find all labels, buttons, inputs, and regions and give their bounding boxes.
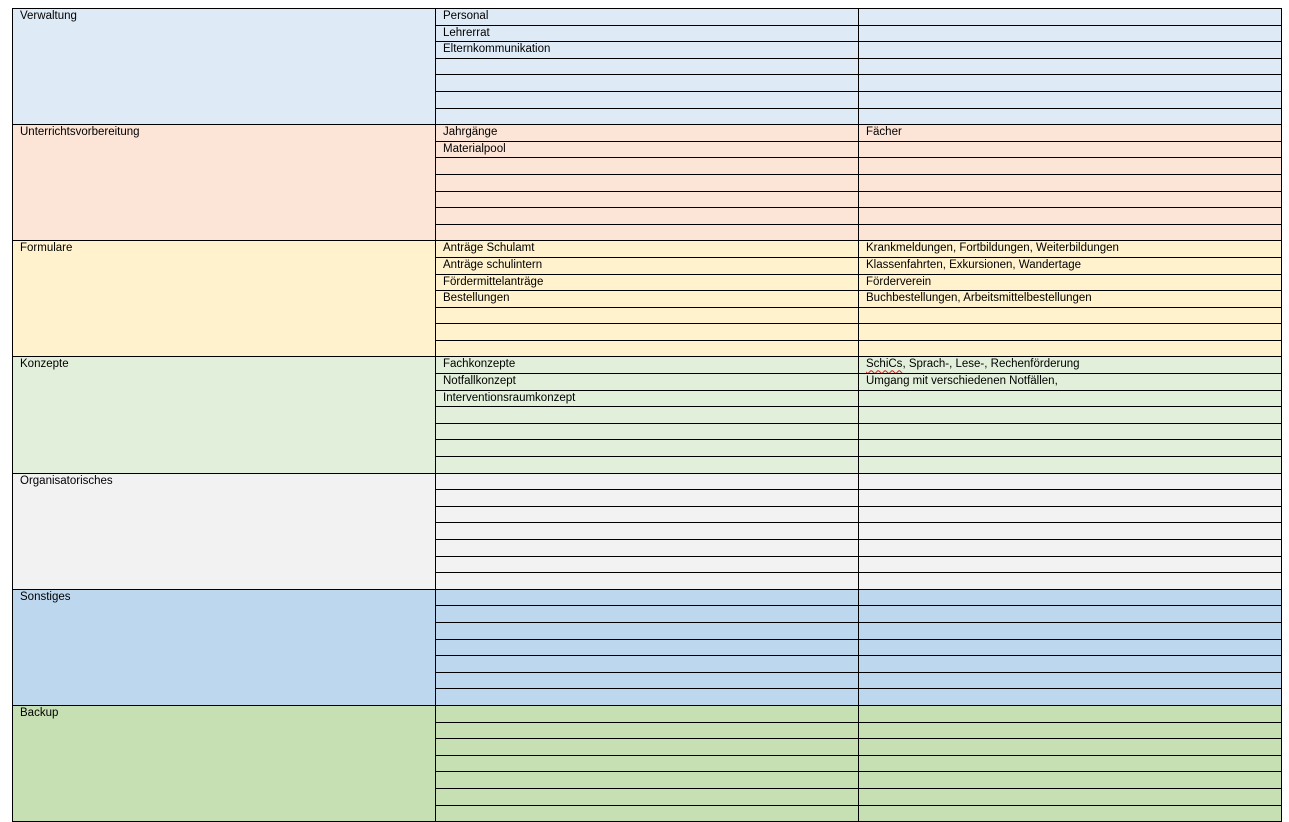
- description-cell[interactable]: [859, 473, 1282, 490]
- description-cell[interactable]: [859, 755, 1282, 772]
- subfolder-cell[interactable]: Notfallkonzept: [436, 374, 859, 391]
- description-cell[interactable]: [859, 589, 1282, 606]
- section-title-backup[interactable]: Backup: [13, 705, 436, 821]
- description-cell[interactable]: [859, 573, 1282, 590]
- description-cell[interactable]: [859, 540, 1282, 557]
- description-cell[interactable]: [859, 158, 1282, 175]
- description-cell[interactable]: Fächer: [859, 125, 1282, 142]
- subfolder-cell[interactable]: [436, 208, 859, 225]
- subfolder-cell[interactable]: [436, 639, 859, 656]
- subfolder-cell[interactable]: Fachkonzepte: [436, 357, 859, 374]
- description-cell[interactable]: [859, 9, 1282, 26]
- description-cell[interactable]: Förderverein: [859, 274, 1282, 291]
- description-cell[interactable]: [859, 606, 1282, 623]
- subfolder-cell[interactable]: Materialpool: [436, 141, 859, 158]
- subfolder-cell[interactable]: Interventionsraumkonzept: [436, 390, 859, 407]
- subfolder-cell[interactable]: [436, 606, 859, 623]
- subfolder-cell[interactable]: [436, 523, 859, 540]
- description-cell[interactable]: [859, 75, 1282, 92]
- description-cell[interactable]: [859, 58, 1282, 75]
- description-cell[interactable]: [859, 689, 1282, 706]
- subfolder-cell[interactable]: [436, 755, 859, 772]
- subfolder-cell[interactable]: [436, 622, 859, 639]
- description-cell[interactable]: [859, 224, 1282, 241]
- subfolder-cell[interactable]: [436, 224, 859, 241]
- description-cell[interactable]: [859, 556, 1282, 573]
- description-cell[interactable]: Umgang mit verschiedenen Notfällen,: [859, 374, 1282, 391]
- subfolder-cell[interactable]: [436, 573, 859, 590]
- subfolder-cell[interactable]: [436, 91, 859, 108]
- subfolder-cell[interactable]: [436, 656, 859, 673]
- subfolder-cell[interactable]: Anträge schulintern: [436, 257, 859, 274]
- subfolder-cell[interactable]: [436, 506, 859, 523]
- subfolder-cell[interactable]: [436, 307, 859, 324]
- subfolder-cell[interactable]: [436, 540, 859, 557]
- subfolder-cell[interactable]: [436, 490, 859, 507]
- description-cell[interactable]: [859, 141, 1282, 158]
- subfolder-cell[interactable]: [436, 589, 859, 606]
- section-title-verwaltung[interactable]: Verwaltung: [13, 9, 436, 125]
- description-cell[interactable]: [859, 208, 1282, 225]
- subfolder-cell[interactable]: [436, 739, 859, 756]
- description-cell[interactable]: [859, 390, 1282, 407]
- section-title-konzepte[interactable]: Konzepte: [13, 357, 436, 473]
- subfolder-cell[interactable]: [436, 191, 859, 208]
- description-cell[interactable]: [859, 622, 1282, 639]
- description-cell[interactable]: [859, 423, 1282, 440]
- section-title-unterrichtsvorbereitung[interactable]: Unterrichtsvorbereitung: [13, 125, 436, 241]
- subfolder-cell[interactable]: [436, 340, 859, 357]
- subfolder-cell[interactable]: [436, 58, 859, 75]
- section-title-organisatorisches[interactable]: Organisatorisches: [13, 473, 436, 589]
- table-row: [13, 705, 1282, 722]
- description-cell[interactable]: [859, 656, 1282, 673]
- subfolder-cell[interactable]: [436, 423, 859, 440]
- description-cell[interactable]: [859, 42, 1282, 59]
- description-cell[interactable]: [859, 772, 1282, 789]
- description-cell[interactable]: [859, 805, 1282, 822]
- description-cell[interactable]: Krankmeldungen, Fortbildungen, Weiterbildungen: [859, 241, 1282, 258]
- subfolder-cell[interactable]: [436, 75, 859, 92]
- subfolder-cell[interactable]: [436, 689, 859, 706]
- subfolder-cell[interactable]: [436, 473, 859, 490]
- subfolder-cell[interactable]: Jahrgänge: [436, 125, 859, 142]
- description-cell[interactable]: [859, 739, 1282, 756]
- description-cell[interactable]: [859, 639, 1282, 656]
- table-row: [13, 241, 1282, 258]
- subfolder-cell[interactable]: [436, 556, 859, 573]
- subfolder-cell[interactable]: Bestellungen: [436, 291, 859, 308]
- table-row: [13, 589, 1282, 606]
- description-cell[interactable]: [859, 108, 1282, 125]
- description-cell[interactable]: [859, 457, 1282, 474]
- subfolder-cell[interactable]: [436, 174, 859, 191]
- subfolder-cell[interactable]: Anträge Schulamt: [436, 241, 859, 258]
- description-cell[interactable]: [859, 324, 1282, 341]
- description-cell[interactable]: [859, 307, 1282, 324]
- section-title-sonstiges[interactable]: Sonstiges: [13, 589, 436, 705]
- section-title-formulare[interactable]: Formulare: [13, 241, 436, 357]
- description-cell[interactable]: [859, 91, 1282, 108]
- description-cell[interactable]: [859, 407, 1282, 424]
- description-cell[interactable]: [859, 506, 1282, 523]
- table-row: [13, 357, 1282, 374]
- description-cell[interactable]: [859, 340, 1282, 357]
- subfolder-cell[interactable]: [436, 705, 859, 722]
- table-row: [13, 125, 1282, 142]
- description-cell[interactable]: [859, 523, 1282, 540]
- description-cell[interactable]: [859, 672, 1282, 689]
- description-cell[interactable]: [859, 440, 1282, 457]
- subfolder-cell[interactable]: [436, 407, 859, 424]
- subfolder-cell[interactable]: [436, 324, 859, 341]
- subfolder-cell[interactable]: [436, 722, 859, 739]
- subfolder-cell[interactable]: Fördermittelanträge: [436, 274, 859, 291]
- description-cell[interactable]: [859, 705, 1282, 722]
- subfolder-cell[interactable]: Elternkommunikation: [436, 42, 859, 59]
- description-cell[interactable]: [859, 25, 1282, 42]
- description-cell[interactable]: [859, 174, 1282, 191]
- table-row: [13, 473, 1282, 490]
- subfolder-cell[interactable]: [436, 772, 859, 789]
- description-cell[interactable]: [859, 191, 1282, 208]
- description-cell[interactable]: [859, 722, 1282, 739]
- subfolder-cell[interactable]: [436, 805, 859, 822]
- subfolder-cell[interactable]: [436, 440, 859, 457]
- subfolder-cell[interactable]: [436, 457, 859, 474]
- description-cell[interactable]: [859, 490, 1282, 507]
- table-body: [13, 9, 1282, 822]
- description-cell[interactable]: [859, 788, 1282, 805]
- description-cell[interactable]: Klassenfahrten, Exkursionen, Wandertage: [859, 257, 1282, 274]
- subfolder-cell[interactable]: Personal: [436, 9, 859, 26]
- subfolder-cell[interactable]: [436, 672, 859, 689]
- subfolder-cell[interactable]: [436, 158, 859, 175]
- subfolder-cell[interactable]: [436, 788, 859, 805]
- subfolder-cell[interactable]: [436, 108, 859, 125]
- folder-structure-table: [12, 8, 1282, 822]
- table-row: [13, 9, 1282, 26]
- description-cell[interactable]: Buchbestellungen, Arbeitsmittelbestellungen: [859, 291, 1282, 308]
- spellcheck-word: SchiCs: [866, 358, 903, 371]
- description-cell[interactable]: SchiCs, Sprach-, Lese-, Rechenförderung: [859, 357, 1282, 374]
- subfolder-cell[interactable]: Lehrerrat: [436, 25, 859, 42]
